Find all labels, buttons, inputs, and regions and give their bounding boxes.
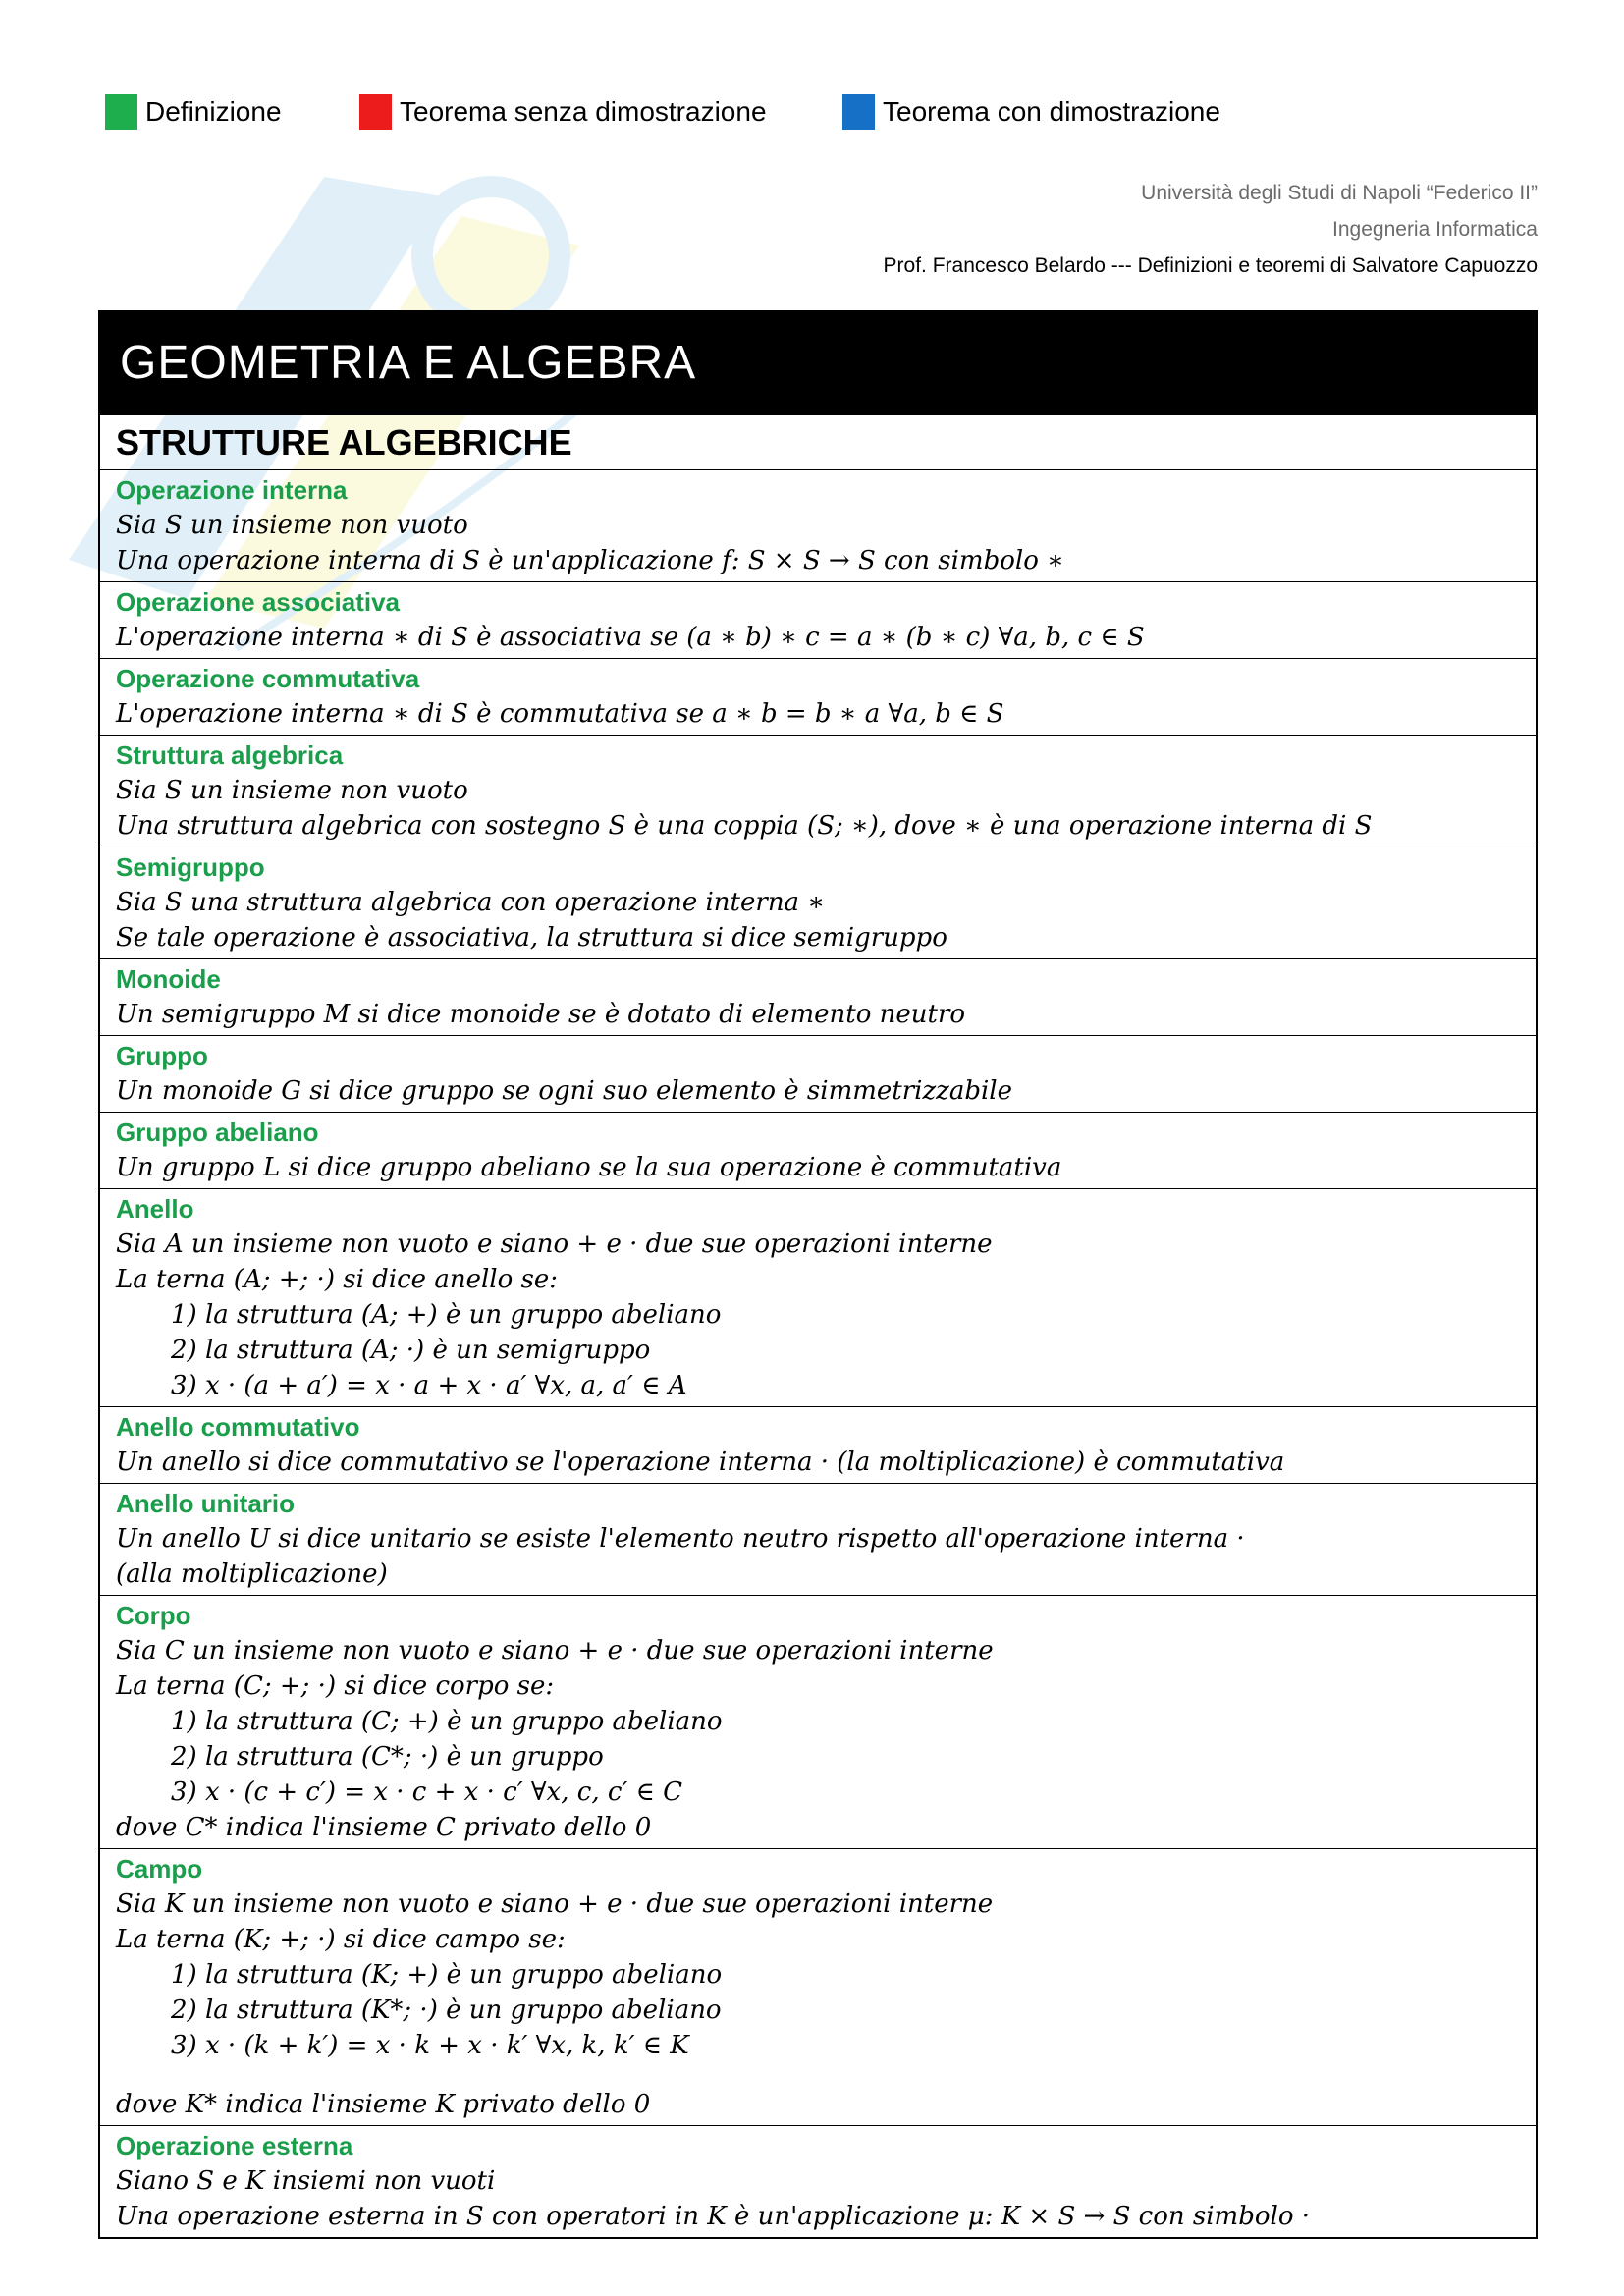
legend-swatch-red [359,94,392,130]
definitions-table [98,310,1538,2239]
professor-line: Prof. Francesco Belardo --- Definizioni e teoremi di Salvatore Capuozzo [883,254,1538,277]
definition-title: Operazione commutativa [116,664,420,693]
definition-entry [100,1113,1536,1189]
university-name: Università degli Studi di Napoli “Federico II” [1141,182,1538,204]
definition-entry [100,659,1536,736]
definition-condition: 3) x · (k + k′) = x · k + x · k′ ∀x, k, k′ ∈ K [171,2031,689,2060]
definition-entry [100,959,1536,1036]
definition-title: Monoide [116,964,221,994]
definition-text: Sia S un insieme non vuoto [116,511,468,540]
section-header [100,415,1536,470]
definition-entry [100,1036,1536,1113]
definition-text: Sia S una struttura algebrica con operazione interna ∗ [116,888,825,917]
entries-list [100,470,1536,2237]
definition-title: Struttura algebrica [116,740,344,770]
definition-title: Anello commutativo [116,1412,360,1442]
definition-text: Una operazione esterna in S con operatori in K è un'applicazione μ: K × S → S con simbolo · [116,2202,1310,2231]
section-title: STRUTTURE ALGEBRICHE [116,421,572,463]
definition-entry [100,2126,1536,2237]
definition-condition: 1) la struttura (C; +) è un gruppo abeliano [171,1707,723,1736]
definition-condition: 3) x · (a + a′) = x · a + x · a′ ∀x, a, a′ ∈ A [171,1371,687,1400]
definition-title: Semigruppo [116,852,265,882]
definition-condition: 2) la struttura (A; ·) è un semigruppo [171,1336,651,1365]
definition-entry [100,1189,1536,1407]
definition-text [116,2063,1536,2087]
definition-text: Se tale operazione è associativa, la struttura si dice semigruppo [116,923,947,953]
definition-text: L'operazione interna ∗ di S è associativa se (a ∗ b) ∗ c = a ∗ (b ∗ c) ∀a, b, c ∈ S [116,623,1145,652]
legend-item-definition [105,94,282,130]
definition-entry [100,736,1536,847]
definition-title: Anello [116,1194,194,1224]
definition-condition: 1) la struttura (K; +) è un gruppo abeliano [171,1960,723,1990]
definition-title: Campo [116,1854,203,1884]
header-info [884,175,1538,284]
definition-text: Siano S e K insiemi non vuoti [116,2166,496,2196]
definition-condition: 2) la struttura (C*; ·) è un gruppo [171,1742,604,1772]
definition-title: Operazione associativa [116,587,401,617]
definition-text: Sia S un insieme non vuoto [116,776,468,805]
legend-label: Teorema senza dimostrazione [400,96,767,127]
legend-label: Teorema con dimostrazione [883,96,1220,127]
definition-entry [100,1484,1536,1596]
definition-text: Sia K un insieme non vuoto e siano + e · due sue operazioni interne [116,1889,994,1919]
definition-text: Un monoide G si dice gruppo se ogni suo elemento è simmetrizzabile [116,1076,1013,1106]
definition-title: Gruppo abeliano [116,1118,319,1147]
definition-text: (alla moltiplicazione) [116,1559,388,1589]
document-title: GEOMETRIA E ALGEBRA [120,337,697,389]
definition-text: Una operazione interna di S è un'applicazione f: S × S → S con simbolo ∗ [116,546,1064,575]
definition-title: Operazione interna [116,475,348,505]
title-bar [100,310,1536,415]
definition-entry [100,1596,1536,1849]
legend-swatch-blue [842,94,875,130]
definition-title: Operazione esterna [116,2131,353,2160]
definition-text: Un gruppo L si dice gruppo abeliano se la sua operazione è commutativa [116,1153,1062,1182]
definition-condition: 2) la struttura (K*; ·) è un gruppo abeliano [171,1995,722,2025]
definition-text: La terna (A; +; ·) si dice anello se: [116,1265,558,1294]
definition-entry [100,470,1536,582]
definition-text: Un anello si dice commutativo se l'operazione interna · (la moltiplicazione) è commutativa [116,1448,1285,1477]
definition-title: Gruppo [116,1041,208,1070]
definition-text: dove C* indica l'insieme C privato dello 0 [116,1813,652,1842]
course-name: Ingegneria Informatica [1332,218,1538,241]
definition-text: Sia A un insieme non vuoto e siano + e · due sue operazioni interne [116,1230,993,1259]
definition-condition: 1) la struttura (A; +) è un gruppo abeliano [171,1300,722,1330]
legend-item-theorem-no-proof [359,94,767,130]
definition-text: La terna (C; +; ·) si dice corpo se: [116,1671,555,1701]
definition-text: Sia C un insieme non vuoto e siano + e · due sue operazioni interne [116,1636,994,1666]
definition-text: Un anello U si dice unitario se esiste l'elemento neutro rispetto all'operazione interna · [116,1524,1245,1554]
definition-text: L'operazione interna ∗ di S è commutativa se a ∗ b = b ∗ a ∀a, b ∈ S [116,699,1004,729]
definition-title: Anello unitario [116,1489,295,1518]
definition-text: La terna (K; +; ·) si dice campo se: [116,1925,566,1954]
definition-title: Corpo [116,1601,191,1630]
legend [0,94,1624,137]
definition-entry [100,1407,1536,1484]
legend-swatch-green [105,94,137,130]
definition-entry [100,847,1536,959]
legend-label: Definizione [145,96,282,127]
definition-text: Un semigruppo M si dice monoide se è dotato di elemento neutro [116,1000,966,1029]
definition-entry [100,1849,1536,2126]
definition-text: dove K* indica l'insieme K privato dello 0 [116,2090,651,2119]
definition-text: Una struttura algebrica con sostegno S è una coppia (S; ∗), dove ∗ è una operazione interna di S [116,811,1373,841]
definition-entry [100,582,1536,659]
definition-condition: 3) x · (c + c′) = x · c + x · c′ ∀x, c, c′ ∈ C [171,1777,682,1807]
legend-item-theorem-with-proof [842,94,1220,130]
